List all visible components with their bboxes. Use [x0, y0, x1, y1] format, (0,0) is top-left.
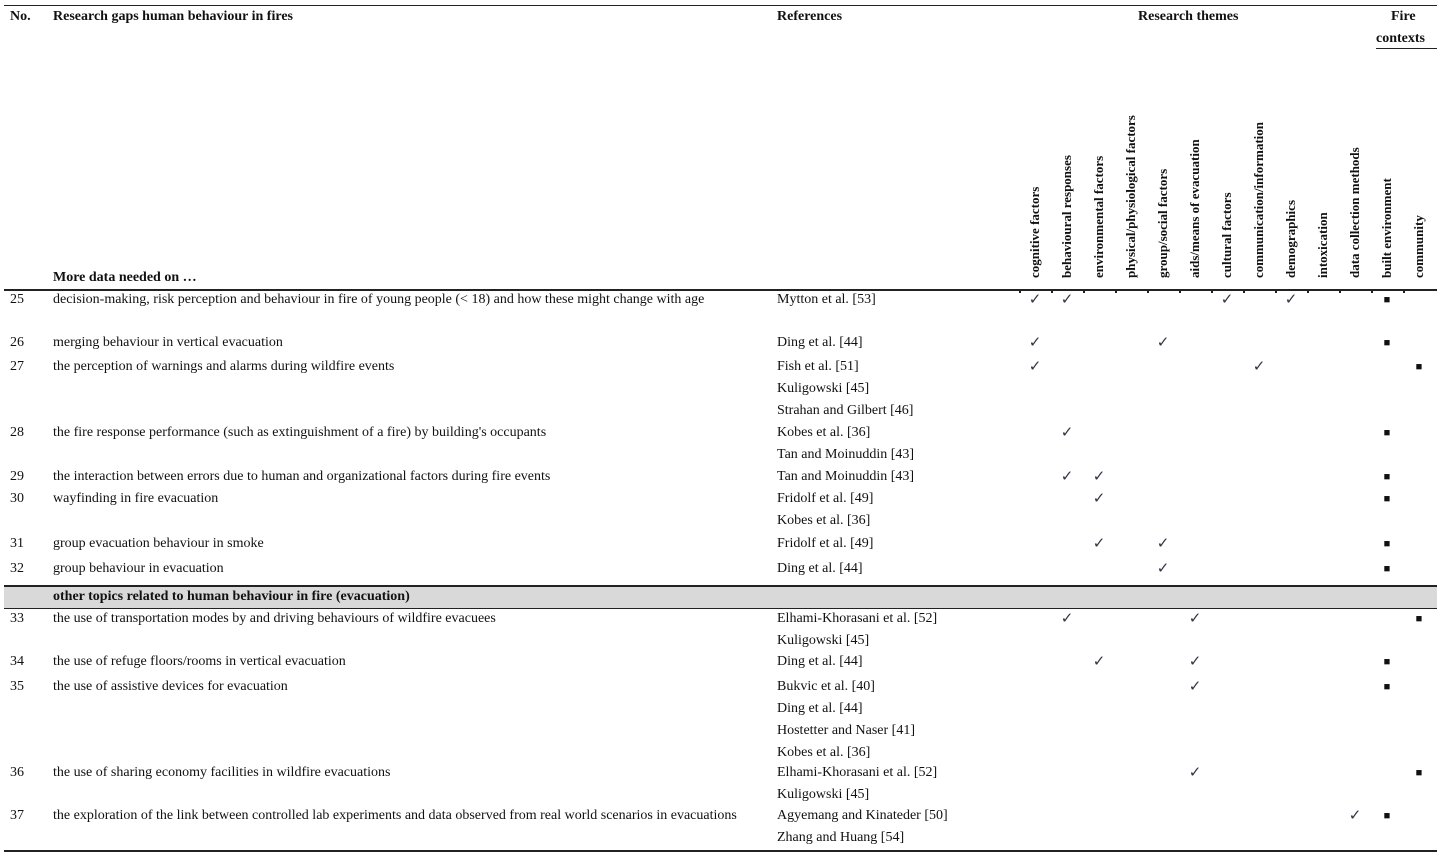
column-header-label: data collection methods	[1347, 147, 1362, 278]
references	[777, 651, 1017, 673]
header-themes: Research themes	[1138, 9, 1239, 24]
references	[777, 558, 1017, 580]
row-number: 35	[10, 679, 24, 694]
check-icon: ✓	[1060, 425, 1074, 441]
research-gap: group evacuation behaviour in smoke	[53, 536, 264, 551]
reference: Kuligowski [45]	[777, 787, 870, 802]
check-icon: ✓	[1092, 536, 1106, 552]
references	[777, 289, 1017, 311]
column-header-label: environmental factors	[1091, 155, 1106, 278]
research-gap: the fire response performance (such as extinguishment of a fire) by building's occupants	[53, 425, 547, 440]
check-icon: ✓	[1188, 611, 1202, 627]
check-icon: ✓	[1252, 359, 1266, 375]
square-icon: ■	[1383, 810, 1391, 822]
reference: Fish et al. [51]	[777, 359, 859, 374]
column-tick	[1147, 289, 1149, 293]
column-header-label: aids/means of evacuation	[1187, 139, 1202, 278]
references	[777, 608, 1017, 652]
research-gap: wayfinding in fire evacuation	[53, 491, 219, 506]
row-number: 34	[10, 654, 24, 669]
research-gap: decision-making, risk perception and behaviour in fire of young people (< 18) and how these might change with age	[53, 292, 705, 307]
row-number: 25	[10, 292, 24, 307]
column-header	[1115, 40, 1147, 280]
column-tick	[1083, 289, 1085, 293]
row-number: 32	[10, 561, 24, 576]
column-tick	[1115, 289, 1117, 293]
check-icon: ✓	[1188, 765, 1202, 781]
square-icon: ■	[1383, 427, 1391, 439]
check-icon: ✓	[1348, 808, 1362, 824]
research-gap: the use of refuge floors/rooms in vertical evacuation	[53, 654, 346, 669]
column-header-label: physical/physiological factors	[1123, 115, 1138, 278]
reference: Ding et al. [44]	[777, 335, 863, 350]
row-number: 37	[10, 808, 24, 823]
square-icon: ■	[1383, 656, 1391, 668]
column-header	[1179, 40, 1211, 280]
references	[777, 422, 1017, 466]
square-icon: ■	[1415, 361, 1423, 373]
check-icon: ✓	[1188, 654, 1202, 670]
reference: Tan and Moinuddin [43]	[777, 447, 915, 462]
reference: Ding et al. [44]	[777, 701, 863, 716]
column-tick	[1403, 289, 1405, 293]
column-tick	[1211, 289, 1213, 293]
column-header	[1339, 40, 1371, 280]
reference: Kuligowski [45]	[777, 633, 870, 648]
square-icon: ■	[1383, 337, 1391, 349]
column-header-label: demographics	[1283, 200, 1298, 278]
column-header	[1307, 40, 1339, 280]
check-icon: ✓	[1156, 335, 1170, 351]
research-gap: merging behaviour in vertical evacuation	[53, 335, 283, 350]
column-header	[1147, 40, 1179, 280]
column-header-label: behavioural responses	[1059, 155, 1074, 278]
column-header	[1403, 40, 1435, 280]
check-icon: ✓	[1156, 536, 1170, 552]
square-icon: ■	[1383, 538, 1391, 550]
reference: Kobes et al. [36]	[777, 745, 871, 760]
check-icon: ✓	[1060, 292, 1074, 308]
research-gap: the use of assistive devices for evacuation	[53, 679, 288, 694]
bottom-rule	[4, 850, 1437, 852]
header-contexts-1: Fire	[1391, 9, 1416, 24]
reference: Fridolf et al. [49]	[777, 536, 874, 551]
column-tick	[1179, 289, 1181, 293]
references	[777, 676, 1017, 764]
references	[777, 762, 1017, 806]
check-icon: ✓	[1028, 292, 1042, 308]
reference: Tan and Moinuddin [43]	[777, 469, 915, 484]
square-icon: ■	[1383, 294, 1391, 306]
column-header-label: cultural factors	[1219, 192, 1234, 278]
reference: Zhang and Huang [54]	[777, 830, 905, 845]
research-gap: the interaction between errors due to human and organizational factors during fire events	[53, 469, 551, 484]
references	[777, 356, 1017, 422]
row-number: 28	[10, 425, 24, 440]
column-header-label: group/social factors	[1155, 168, 1170, 278]
check-icon: ✓	[1028, 359, 1042, 375]
row-number: 36	[10, 765, 24, 780]
square-icon: ■	[1383, 681, 1391, 693]
square-icon: ■	[1383, 493, 1391, 505]
column-header	[1243, 40, 1275, 280]
research-gap: the use of transportation modes by and driving behaviours of wildfire evacuees	[53, 611, 496, 626]
references	[777, 533, 1017, 555]
subheader: More data needed on …	[53, 270, 197, 285]
column-header-label: cognitive factors	[1027, 186, 1042, 278]
check-icon: ✓	[1060, 469, 1074, 485]
check-icon: ✓	[1156, 561, 1170, 577]
square-icon: ■	[1415, 613, 1423, 625]
check-icon: ✓	[1188, 679, 1202, 695]
row-number: 33	[10, 611, 24, 626]
reference: Agyemang and Kinateder [50]	[777, 808, 948, 823]
column-headers	[1019, 40, 1435, 280]
reference: Strahan and Gilbert [46]	[777, 403, 914, 418]
research-gap: the exploration of the link between controlled lab experiments and data observed from real world scenarios in evacuations	[53, 808, 737, 823]
references	[777, 488, 1017, 532]
references	[777, 466, 1017, 488]
research-gap: the perception of warnings and alarms during wildfire events	[53, 359, 395, 374]
column-tick	[1339, 289, 1341, 293]
header-contexts-2: contexts	[1376, 31, 1425, 46]
column-header-label: built environment	[1379, 178, 1394, 278]
column-tick	[1371, 289, 1373, 293]
row-number: 31	[10, 536, 24, 551]
check-icon: ✓	[1060, 611, 1074, 627]
row-number: 26	[10, 335, 24, 350]
column-header	[1083, 40, 1115, 280]
row-number: 30	[10, 491, 24, 506]
reference: Ding et al. [44]	[777, 561, 863, 576]
square-icon: ■	[1383, 563, 1391, 575]
reference: Elhami-Khorasani et al. [52]	[777, 765, 938, 780]
row-number: 27	[10, 359, 24, 374]
references	[777, 332, 1017, 354]
header-references: References	[777, 9, 843, 24]
check-icon: ✓	[1092, 654, 1106, 670]
reference: Fridolf et al. [49]	[777, 491, 874, 506]
section-title: other topics related to human behaviour in fire (evacuation)	[53, 589, 410, 604]
check-icon: ✓	[1028, 335, 1042, 351]
column-header-label: intoxication	[1315, 212, 1330, 278]
reference: Bukvic et al. [40]	[777, 679, 875, 694]
reference: Elhami-Khorasani et al. [52]	[777, 611, 938, 626]
reference: Mytton et al. [53]	[777, 292, 876, 307]
reference: Ding et al. [44]	[777, 654, 863, 669]
column-header	[1019, 40, 1051, 280]
reference: Kobes et al. [36]	[777, 513, 871, 528]
reference: Kobes et al. [36]	[777, 425, 871, 440]
square-icon: ■	[1383, 471, 1391, 483]
column-tick	[1307, 289, 1309, 293]
reference: Hostetter and Naser [41]	[777, 723, 916, 738]
column-tick	[1243, 289, 1245, 293]
check-icon: ✓	[1092, 491, 1106, 507]
column-header	[1211, 40, 1243, 280]
column-tick	[1051, 289, 1053, 293]
row-number: 29	[10, 469, 24, 484]
check-icon: ✓	[1284, 292, 1298, 308]
research-gap: the use of sharing economy facilities in wildfire evacuations	[53, 765, 391, 780]
column-tick	[1019, 289, 1021, 293]
column-header-label: communication/information	[1251, 122, 1266, 278]
column-header	[1275, 40, 1307, 280]
references	[777, 805, 1017, 849]
column-header-label: community	[1411, 215, 1426, 278]
column-header	[1051, 40, 1083, 280]
research-gap: group behaviour in evacuation	[53, 561, 224, 576]
reference: Kuligowski [45]	[777, 381, 870, 396]
column-header	[1371, 40, 1403, 280]
check-icon: ✓	[1220, 292, 1234, 308]
header-no: No.	[10, 9, 31, 24]
column-tick	[1275, 289, 1277, 293]
check-icon: ✓	[1092, 469, 1106, 485]
square-icon: ■	[1415, 767, 1423, 779]
header-gaps: Research gaps human behaviour in fires	[53, 9, 293, 24]
